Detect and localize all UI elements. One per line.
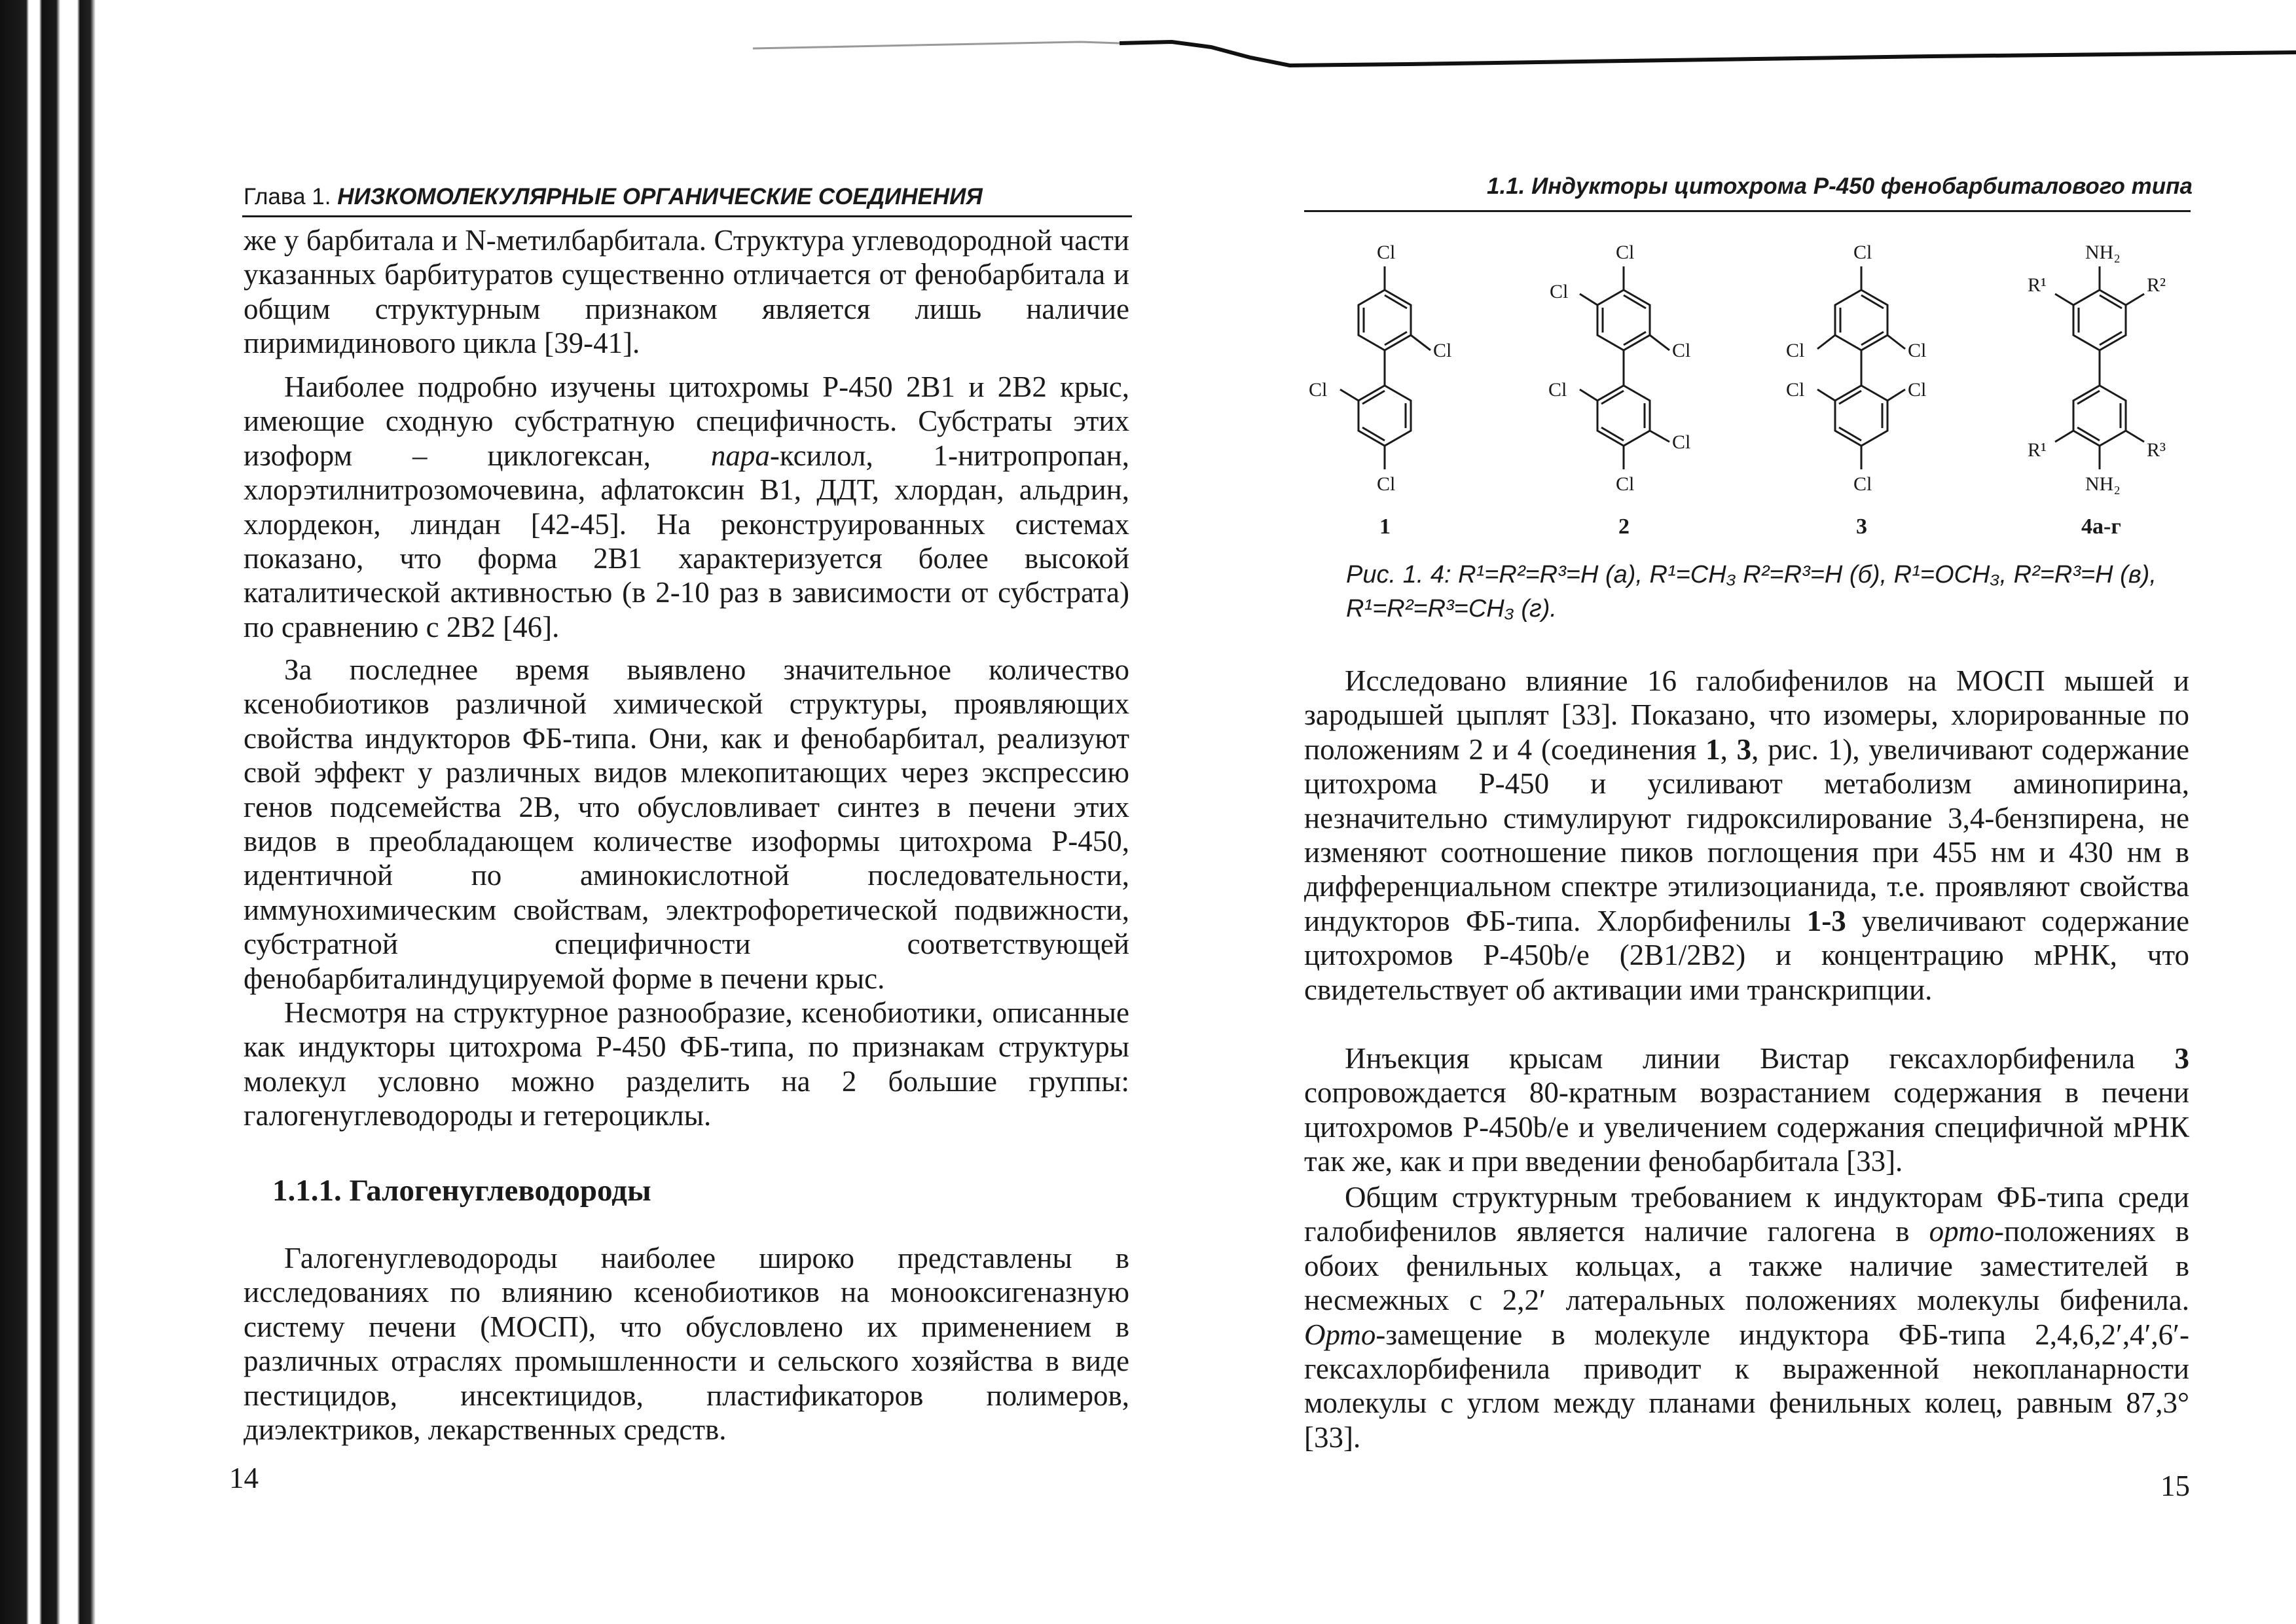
compound-ref-3b: 3 [2174,1042,2189,1075]
c2-cl-top: Cl [1616,242,1635,263]
right-header-rule [1304,210,2191,212]
c3-cl-ortho-right: Cl [1908,340,1927,361]
left-page-number: 14 [229,1462,259,1494]
compound-ref-1-3: 1-3 [1806,904,1846,937]
compound-label-4: 4а-г [2081,514,2121,539]
left-running-header [244,184,983,210]
c3-cl-ortho-left2: Cl [1786,379,1805,401]
right-p3-text-a: Общим структурным требованием к индукторам ФБ-типа среди галобифенилов является наличие галогена в [1304,1181,2189,1248]
left-paragraph-2 [244,370,1129,644]
c4-nh2-top: NH₂ [2085,242,2121,263]
right-paragraph-3 [1304,1180,2189,1454]
right-p1-text-d: , рис. 1), увеличивают содержание цитохрома Р-450 и усиливают метаболизм аминопирина, незначительно стимулируют гидроксилирование 3,4-бензпирена, не изменяют соотношение пиков поглощения при 455 нм и 430 нм в дифференциальном спектре этилизоцианида, т.е. проявляют свойства индукторов ФБ-типа. Хлорбифенилы [1304,732,2190,937]
right-p2-text-a: Инъекция крысам линии Вистар гексахлорбифенила [1345,1042,2175,1075]
c2-cl-ortho: Cl [1672,340,1691,361]
c3-cl-ortho-left: Cl [1786,340,1805,361]
c4-r2: R² [2147,274,2166,296]
section-heading: 1.1.1. Галогенуглеводороды [272,1174,651,1208]
right-paragraph-2 [1304,1041,2189,1179]
c4-nh2-bottom: NH₂ [2085,473,2121,495]
compound-label-3: 3 [1856,514,1867,539]
structural-formulas-figure [1300,232,2203,547]
compound-ref-3: 3 [1736,732,1752,766]
right-running-header: 1.1. Индукторы цитохрома Р-450 фенобарбиталового типа [1487,173,2193,199]
left-p2-italic: пара [710,439,770,472]
compound-ref-1: 1 [1705,732,1721,766]
c2-cl-meta2: Cl [1672,431,1691,453]
c1-cl-top: Cl [1377,242,1396,263]
right-paragraph-1 [1304,664,2189,1007]
c1-cl-ortho: Cl [1433,340,1452,361]
right-p3-italic-2: Орто [1304,1318,1376,1351]
c4-r1-bottom: R¹ [2028,439,2047,461]
left-header-title: НИЗКОМОЛЕКУЛЯРНЫЕ ОРГАНИЧЕСКИЕ СОЕДИНЕНИЯ [337,184,983,209]
left-header-rule [242,215,1132,217]
right-p2-text-c: сопровождается 80-кратным возрастанием содержания в печени цитохромов Р-450b/e и увеличением содержания специфичной мРНК так же, как и при введении фенобарбитала [33]. [1304,1076,2189,1178]
c3-cl-ortho-right2: Cl [1908,379,1927,401]
c1-cl-bottom: Cl [1377,473,1396,495]
compound-2-structure [1580,266,1669,469]
c4-r1-top: R¹ [2028,274,2047,296]
figure-caption: Рис. 1. 4: R¹=R²=R³=H (а), R¹=CH₃ R²=R³=H (б), R¹=OCH₃, R²=R³=H (в), R¹=R²=R³=CH₃ (г). [1346,561,2157,623]
compound-3-structure [1817,266,1905,469]
scan-top-edge [753,0,2296,71]
left-paragraph-1: же у барбитала и N-метилбарбитала. Структура углеводородной части указанных барбитуратов существенно отличается от фенобарбитала и общим структурным признаком является лишь наличие пиримидинового цикла [39-41]. [244,224,1129,360]
c4-r3: R³ [2147,439,2166,461]
right-p3-text-c: -замещение в молекуле индуктора ФБ-типа 2,4,6,2′,4′,6′-гексахлорбифенила приводит к выраженной некопланарности молекулы с углом между планами фенильных колец, равным 87,3° [33]. [1304,1318,2189,1454]
left-p2-text-a: Наиболее подробно изучены цитохромы Р-450 2В1 и 2В2 крыс, имеющие сходную субстратную специфичность. Субстраты этих изоформ – циклогексан, [244,370,1129,472]
compound-4-structure [2055,266,2144,469]
left-paragraph-4: Несмотря на структурное разнообразие, ксенобиотики, описанные как индукторы цитохрома Р-450 ФБ-типа, по признакам структуры молекул условно можно разделить на 2 большие группы: галогенуглеводороды и гетероциклы. [244,996,1129,1132]
compound-label-2: 2 [1618,514,1630,539]
scan-binding-edge [0,0,137,1624]
c2-cl-ortho2: Cl [1548,379,1567,401]
compound-1-structure [1340,266,1430,469]
right-p1-comma: , [1720,732,1737,766]
left-p2-text-b: -ксилол, 1-нитропропан, хлорэтилнитрозомочевина, афлатоксин В1, ДДТ, хлордан, альдрин, хлордекон, линдан [42-45]. На реконструированных системах показано, что форма 2В1 характеризуется более высокой каталитической активностью (в 2-10 раз в зависимости от субстрата) по сравнению с 2В2 [46]. [244,439,1129,643]
right-p1-text-a: Исследовано влияние 16 галобифенилов на МОСП мышей и зародышей цыплят [33]. Показано, что изомеры, хлорированные по положениям 2 и 4 (соединения [1304,664,2189,766]
left-paragraph-5: Галогенуглеводороды наиболее широко представлены в исследованиях по влиянию ксенобиотиков на монооксигеназную систему печени (МОСП), что обусловлено их применением в различных отраслях промышленности и сельского хозяйства в виде пестицидов, инсектицидов, пластификаторов полимеров, диэлектриков, лекарственных средств. [244,1242,1129,1447]
c3-cl-top: Cl [1853,242,1872,263]
c1-cl-ortho2: Cl [1309,379,1328,401]
c2-cl-bottom: Cl [1616,473,1635,495]
compound-label-1: 1 [1379,514,1391,539]
left-header-prefix: Глава 1. [244,184,331,209]
left-paragraph-3: За последнее время выявлено значительное количество ксенобиотиков различной химической структуры, проявляющих свойства индукторов ФБ-типа. Они, как и фенобарбитал, реализуют свой эффект у различных видов млекопитающих через экспрессию генов подсемейства 2В, что обусловливает синтез в печени этих видов в преобладающем количестве изоформы цитохрома Р-450, идентичной по аминокислотной последовательности, иммунохимическим свойствам, электрофоретической подвижности, субстратной специфичности соответствующей фенобарбиталиндуцируемой форме в печени крыс. [244,653,1129,995]
right-p3-italic-1: орто [1929,1215,1995,1248]
right-p3-text-b: -положениях в обоих фенильных кольцах, а также наличие заместителей в несмежных с 2,2′ латеральных положениях молекулы бифенила. [1304,1215,2189,1317]
c2-cl-meta: Cl [1550,281,1569,302]
c3-cl-bottom: Cl [1853,473,1872,495]
right-page-number: 15 [2160,1470,2190,1502]
right-p1-text-e: увеличивают содержание цитохромов Р-450b/e (2В1/2В2) и концентрацию мРНК, что свидетельствует об активации ими транскрипции. [1304,904,2189,1006]
